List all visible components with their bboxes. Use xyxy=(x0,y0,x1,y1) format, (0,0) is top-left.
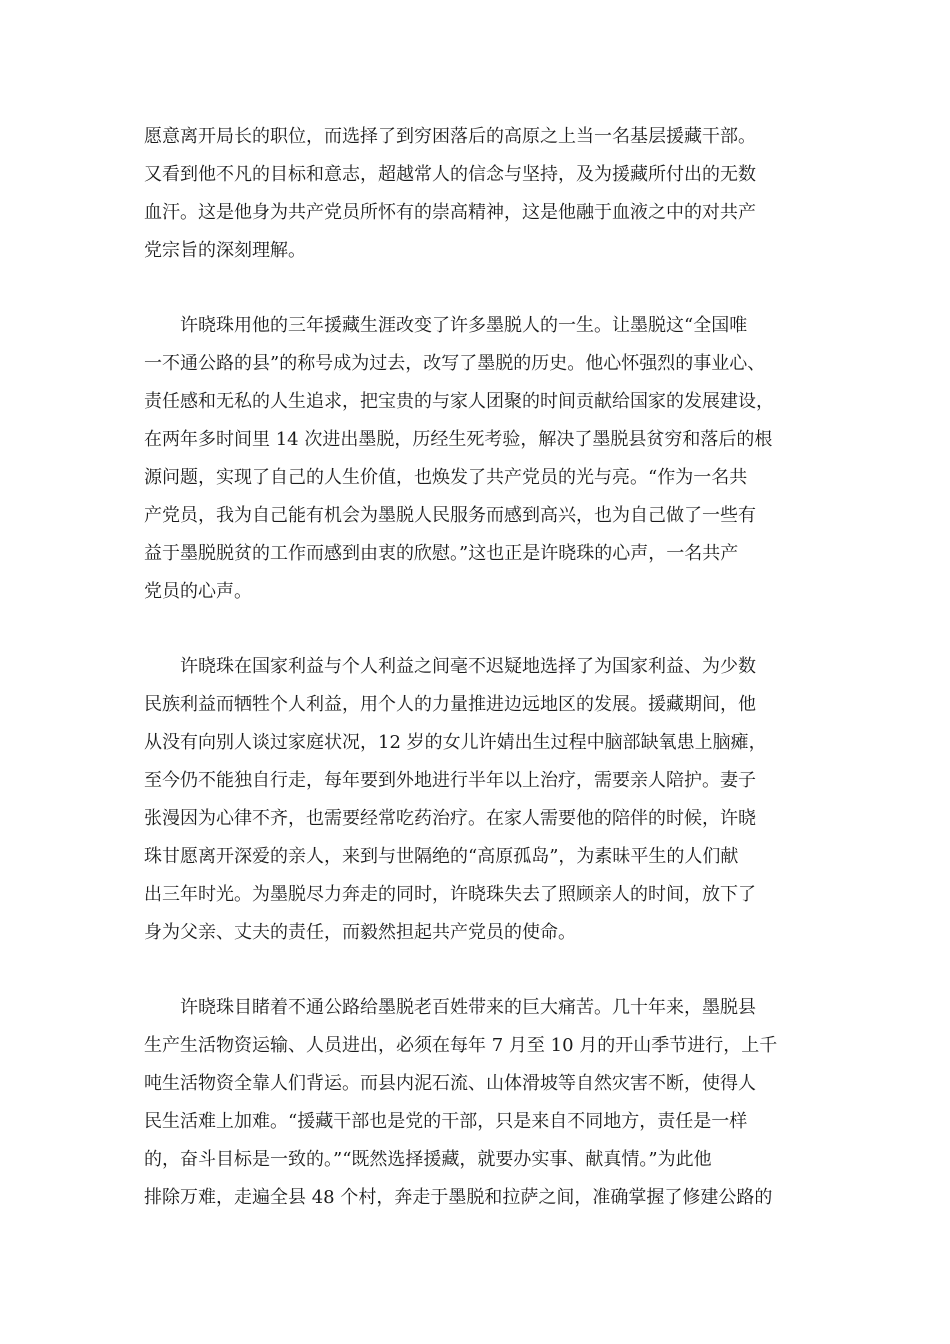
paragraph-3-line-6: 珠甘愿离开深爱的亲人，来到与世隔绝的“高原孤岛”，为素昧平生的人们献 xyxy=(144,846,739,867)
paragraph-3-line-3: 从没有向别人谈过家庭状况，12 岁的女儿许婧出生过程中脑部缺氧患上脑瘫， xyxy=(144,732,767,753)
paragraph-2-line-5: 源问题，实现了自己的人生价值，也焕发了共产党员的光与亮。“作为一名共 xyxy=(144,467,748,488)
paragraph-3-line-4: 至今仍不能独自行走，每年要到外地进行半年以上治疗，需要亲人陪护。妻子 xyxy=(144,770,756,791)
paragraph-1-line-4: 党宗旨的深刻理解。 xyxy=(144,240,306,261)
paragraph-4-line-3: 吨生活物资全靠人们背运。而县内泥石流、山体滑坡等自然灾害不断，使得人 xyxy=(144,1073,756,1094)
paragraph-3-line-1: 许晓珠在国家利益与个人利益之间毫不迟疑地选择了为国家利益、为少数 xyxy=(180,656,756,677)
paragraph-2-line-7: 益于墨脱脱贫的工作而感到由衷的欣慰。”这也正是许晓珠的心声，一名共产 xyxy=(144,543,739,564)
paragraph-2-line-2: 一不通公路的县”的称号成为过去，改写了墨脱的历史。他心怀强烈的事业心、 xyxy=(144,353,766,374)
paragraph-2-line-1: 许晓珠用他的三年援藏生涯改变了许多墨脱人的一生。让墨脱这“全国唯 xyxy=(180,315,748,336)
paragraph-2-line-4: 在两年多时间里 14 次进出墨脱，历经生死考验，解决了墨脱县贫穷和落后的根 xyxy=(144,429,773,450)
paragraph-4-line-5: 的，奋斗目标是一致的。”“既然选择援藏，就要办实事、献真情。”为此他 xyxy=(144,1149,712,1170)
paragraph-3-line-7: 出三年时光。为墨脱尽力奔走的同时，许晓珠失去了照顾亲人的时间，放下了 xyxy=(144,884,756,905)
paragraph-1-line-2: 又看到他不凡的目标和意志，超越常人的信念与坚持，及为援藏所付出的无数 xyxy=(144,164,756,185)
paragraph-2-line-6: 产党员，我为自己能有机会为墨脱人民服务而感到高兴，也为自己做了一些有 xyxy=(144,505,756,526)
paragraph-4-line-6: 排除万难，走遍全县 48 个村，奔走于墨脱和拉萨之间，准确掌握了修建公路的 xyxy=(144,1187,773,1208)
paragraph-4-line-2: 生产生活物资运输、人员进出，必须在每年 7 月至 10 月的开山季节进行，上千 xyxy=(144,1035,778,1056)
paragraph-1-line-3: 血汗。这是他身为共产党员所怀有的崇高精神，这是他融于血液之中的对共产 xyxy=(144,202,756,223)
paragraph-3-line-2: 民族利益而牺牲个人利益，用个人的力量推进边远地区的发展。援藏期间，他 xyxy=(144,694,756,715)
paragraph-3-line-8: 身为父亲、丈夫的责任，而毅然担起共产党员的使命。 xyxy=(144,922,576,943)
paragraph-1-line-1: 愿意离开局长的职位，而选择了到穷困落后的高原之上当一名基层援藏干部。 xyxy=(144,126,756,147)
paragraph-2-line-8: 党员的心声。 xyxy=(144,581,252,602)
paragraph-4-line-4: 民生活难上加难。“援藏干部也是党的干部，只是来自不同地方，责任是一样 xyxy=(144,1111,748,1132)
paragraph-4-line-1: 许晓珠目睹着不通公路给墨脱老百姓带来的巨大痛苦。几十年来，墨脱县 xyxy=(180,997,756,1018)
paragraph-3-line-5: 张漫因为心律不齐，也需要经常吃药治疗。在家人需要他的陪伴的时候，许晓 xyxy=(144,808,756,829)
paragraph-2-line-3: 责任感和无私的人生追求，把宝贵的与家人团聚的时间贡献给国家的发展建设， xyxy=(144,391,774,412)
